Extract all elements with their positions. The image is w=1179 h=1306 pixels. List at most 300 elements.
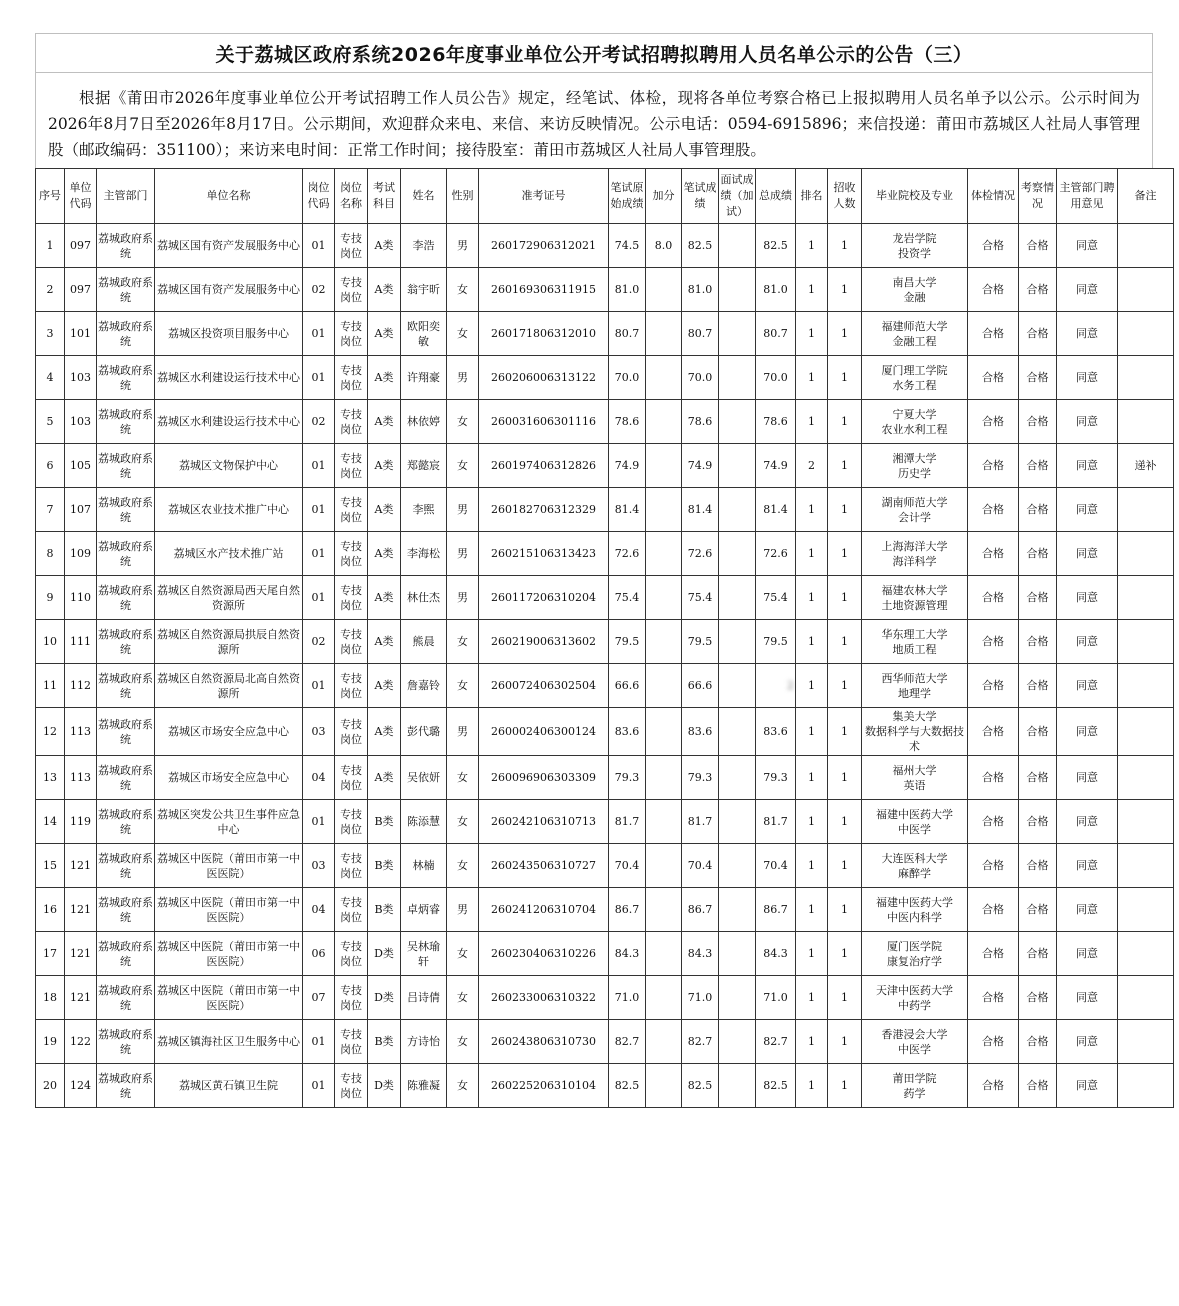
cell-remark: [1118, 268, 1174, 312]
cell-ticket: 260002406300124: [479, 708, 609, 756]
cell-post: 专技岗位: [335, 532, 368, 576]
cell-total: 72.6: [756, 532, 796, 576]
cell-raw: 81.4: [609, 488, 646, 532]
cell-dept: 荔城政府系统: [97, 400, 155, 444]
cell-bonus: [646, 312, 682, 356]
cell-unit-code: 103: [65, 400, 97, 444]
cell-interview: [719, 224, 756, 268]
table-row: [36, 444, 1174, 488]
cell-no: 13: [36, 756, 65, 800]
cell-ticket: 260225206310104: [479, 1064, 609, 1108]
cell-quota: 1: [828, 620, 862, 664]
cell-unit-code: 101: [65, 312, 97, 356]
cell-bonus: [646, 576, 682, 620]
cell-raw: 78.6: [609, 400, 646, 444]
cell-written: 71.0: [682, 976, 719, 1020]
cell-opinion: 同意: [1057, 576, 1118, 620]
cell-total: 81.7: [756, 800, 796, 844]
cell-health: 合格: [968, 488, 1019, 532]
cell-written: 66.6: [682, 664, 719, 708]
cell-post: 专技岗位: [335, 664, 368, 708]
cell-subject: A类: [368, 708, 401, 756]
cell-health: 合格: [968, 268, 1019, 312]
cell-quota: 1: [828, 708, 862, 756]
cell-interview: [719, 576, 756, 620]
cell-school-major: [862, 268, 968, 312]
cell-unit-code: 121: [65, 844, 97, 888]
cell-total: 82.7: [756, 1020, 796, 1064]
cell-post-code: 07: [303, 976, 335, 1020]
cell-school-major: [862, 664, 968, 708]
cell-review: 合格: [1019, 268, 1057, 312]
cell-post-code: 01: [303, 312, 335, 356]
cell-total: 86.7: [756, 888, 796, 932]
cell-gender: 女: [447, 844, 479, 888]
cell-no: 10: [36, 620, 65, 664]
cell-opinion: 同意: [1057, 1064, 1118, 1108]
cell-quota: 1: [828, 532, 862, 576]
cell-remark: [1118, 1064, 1174, 1108]
cell-interview: [719, 844, 756, 888]
cell-school: 西华师范大学: [881, 671, 948, 685]
cell-quota: 1: [828, 1020, 862, 1064]
cell-dept: 荔城政府系统: [97, 664, 155, 708]
column-header: 笔试成绩: [682, 169, 719, 224]
cell-opinion: 同意: [1057, 708, 1118, 756]
cell-bonus: [646, 1064, 682, 1108]
cell-written: 82.7: [682, 1020, 719, 1064]
cell-name: 郑懿宸: [401, 444, 447, 488]
candidate-table: [35, 168, 1174, 1108]
cell-interview: [719, 1064, 756, 1108]
cell-health: 合格: [968, 888, 1019, 932]
table-row: [36, 268, 1174, 312]
cell-opinion: 同意: [1057, 664, 1118, 708]
cell-raw: 74.9: [609, 444, 646, 488]
cell-health: 合格: [968, 800, 1019, 844]
cell-opinion: 同意: [1057, 756, 1118, 800]
cell-quota: 1: [828, 888, 862, 932]
column-header: 体检情况: [968, 169, 1019, 224]
cell-remark: [1118, 400, 1174, 444]
cell-post: 专技岗位: [335, 976, 368, 1020]
cell-total: 79.3: [756, 756, 796, 800]
cell-gender: 女: [447, 444, 479, 488]
cell-health: 合格: [968, 444, 1019, 488]
cell-written: 81.0: [682, 268, 719, 312]
cell-rank: 1: [796, 976, 828, 1020]
cell-written: 81.4: [682, 488, 719, 532]
cell-quota: 1: [828, 356, 862, 400]
cell-name: 吴依妍: [401, 756, 447, 800]
cell-school: 福建农林大学: [881, 583, 948, 597]
cell-major: 数据科学与大数据技术: [865, 725, 964, 753]
cell-unit: 荔城区自然资源局西天尾自然资源所: [155, 576, 303, 620]
cell-health: 合格: [968, 664, 1019, 708]
cell-gender: 男: [447, 532, 479, 576]
cell-interview: [719, 620, 756, 664]
cell-interview: [719, 444, 756, 488]
cell-dept: 荔城政府系统: [97, 932, 155, 976]
column-header: 岗位代码: [303, 169, 335, 224]
cell-bonus: [646, 1020, 682, 1064]
cell-rank: 1: [796, 664, 828, 708]
cell-post: 专技岗位: [335, 268, 368, 312]
cell-ticket: 260182706312329: [479, 488, 609, 532]
cell-review: 合格: [1019, 488, 1057, 532]
table-row: [36, 664, 1174, 708]
cell-unit-code: 109: [65, 532, 97, 576]
table-row: [36, 844, 1174, 888]
cell-opinion: 同意: [1057, 532, 1118, 576]
cell-written: 70.0: [682, 356, 719, 400]
cell-interview: [719, 532, 756, 576]
cell-remark: [1118, 932, 1174, 976]
cell-opinion: 同意: [1057, 976, 1118, 1020]
cell-major: 金融: [903, 290, 926, 304]
cell-school-major: [862, 708, 968, 756]
cell-post-code: 01: [303, 444, 335, 488]
column-header: 岗位名称: [335, 169, 368, 224]
table-row: [36, 400, 1174, 444]
cell-major: 水务工程: [892, 378, 937, 392]
cell-bonus: [646, 844, 682, 888]
table-row: [36, 356, 1174, 400]
cell-name: 李浩: [401, 224, 447, 268]
cell-interview: [719, 312, 756, 356]
cell-bonus: [646, 488, 682, 532]
cell-major: 康复治疗学: [887, 954, 942, 968]
cell-subject: D类: [368, 976, 401, 1020]
cell-raw: 75.4: [609, 576, 646, 620]
cell-subject: B类: [368, 800, 401, 844]
cell-quota: 1: [828, 976, 862, 1020]
cell-interview: [719, 932, 756, 976]
cell-post: 专技岗位: [335, 224, 368, 268]
cell-raw: 70.0: [609, 356, 646, 400]
cell-post-code: 04: [303, 888, 335, 932]
cell-opinion: 同意: [1057, 356, 1118, 400]
cell-opinion: 同意: [1057, 844, 1118, 888]
cell-bonus: [646, 532, 682, 576]
cell-interview: [719, 976, 756, 1020]
column-header: 毕业院校及专业: [862, 169, 968, 224]
cell-ticket: 260243506310727: [479, 844, 609, 888]
cell-unit-code: 113: [65, 756, 97, 800]
cell-post: 专技岗位: [335, 708, 368, 756]
cell-ticket: 260242106310713: [479, 800, 609, 844]
cell-dept: 荔城政府系统: [97, 800, 155, 844]
cell-bonus: [646, 800, 682, 844]
cell-unit-code: 124: [65, 1064, 97, 1108]
cell-subject: A类: [368, 224, 401, 268]
cell-total: 82.5: [756, 1064, 796, 1108]
cell-unit: 荔城区中医院（莆田市第一中医医院）: [155, 932, 303, 976]
cell-school-major: [862, 800, 968, 844]
column-header: 序号: [36, 169, 65, 224]
cell-post-code: 02: [303, 400, 335, 444]
cell-major: 海洋科学: [892, 554, 937, 568]
cell-no: 17: [36, 932, 65, 976]
cell-raw: 74.5: [609, 224, 646, 268]
cell-review: 合格: [1019, 708, 1057, 756]
cell-ticket: 260171806312010: [479, 312, 609, 356]
cell-school-major: [862, 444, 968, 488]
cell-subject: A类: [368, 268, 401, 312]
table-row: [36, 488, 1174, 532]
cell-total: 81.0: [756, 268, 796, 312]
cell-total: 83.6: [756, 708, 796, 756]
cell-rank: 1: [796, 756, 828, 800]
cell-name: 陈添慧: [401, 800, 447, 844]
cell-written: 80.7: [682, 312, 719, 356]
cell-total: 84.3: [756, 932, 796, 976]
table-row: [36, 1064, 1174, 1108]
cell-written: 84.3: [682, 932, 719, 976]
cell-no: 1: [36, 224, 65, 268]
cell-rank: 1: [796, 400, 828, 444]
cell-ticket: 260172906312021: [479, 224, 609, 268]
notice-paragraph: 根据《莆田市2026年度事业单位公开考试招聘工作人员公告》规定，经笔试、体检，现将各单位考察合格已上报拟聘用人员名单予以公示。公示时间为2026年8月7日至2026年8月17日。公示期间，欢迎群众来电、来信、来访反映情况。公示电话：0594-6915896；来信投递：莆田市荔城区人社局人事管理股（邮政编码：351100）；来访来电时间：正常工作时间；接待股室：莆田市荔城区人社局人事管理股。: [35, 72, 1153, 168]
column-header: 主管部门聘用意见: [1057, 169, 1118, 224]
cell-no: 14: [36, 800, 65, 844]
cell-unit: 荔城区突发公共卫生事件应急中心: [155, 800, 303, 844]
cell-raw: 82.7: [609, 1020, 646, 1064]
cell-post-code: 04: [303, 756, 335, 800]
cell-raw: 82.5: [609, 1064, 646, 1108]
cell-ticket: 260169306311915: [479, 268, 609, 312]
cell-name: 许翔豪: [401, 356, 447, 400]
cell-total: 78.6: [756, 400, 796, 444]
cell-name: 林仕杰: [401, 576, 447, 620]
table-body: [36, 224, 1174, 1108]
cell-quota: 1: [828, 1064, 862, 1108]
cell-rank: 1: [796, 532, 828, 576]
cell-raw: 80.7: [609, 312, 646, 356]
cell-ticket: 260230406310226: [479, 932, 609, 976]
cell-review: 合格: [1019, 844, 1057, 888]
cell-no: 16: [36, 888, 65, 932]
cell-opinion: 同意: [1057, 488, 1118, 532]
cell-post-code: 02: [303, 620, 335, 664]
column-header: 主管部门: [97, 169, 155, 224]
cell-school: 福州大学: [892, 763, 937, 777]
cell-major: 中医学: [898, 1042, 931, 1056]
cell-review: 合格: [1019, 888, 1057, 932]
cell-major: 中医学: [898, 822, 931, 836]
cell-school: 集美大学: [892, 710, 937, 723]
cell-review: 合格: [1019, 1020, 1057, 1064]
cell-total: 80.7: [756, 312, 796, 356]
cell-dept: 荔城政府系统: [97, 756, 155, 800]
column-header: 备注: [1118, 169, 1174, 224]
cell-school-major: [862, 576, 968, 620]
cell-total: 74.9: [756, 444, 796, 488]
cell-school: 宁夏大学: [892, 407, 937, 421]
cell-school: 大连医科大学: [881, 851, 948, 865]
cell-opinion: 同意: [1057, 620, 1118, 664]
cell-quota: 1: [828, 444, 862, 488]
cell-health: 合格: [968, 1020, 1019, 1064]
cell-gender: 男: [447, 888, 479, 932]
cell-remark: [1118, 800, 1174, 844]
cell-name: 林依婷: [401, 400, 447, 444]
cell-unit-code: 111: [65, 620, 97, 664]
cell-post: 专技岗位: [335, 888, 368, 932]
cell-review: 合格: [1019, 224, 1057, 268]
cell-post-code: 01: [303, 488, 335, 532]
cell-remark: [1118, 756, 1174, 800]
cell-subject: D类: [368, 932, 401, 976]
cell-school-major: [862, 932, 968, 976]
cell-gender: 女: [447, 1020, 479, 1064]
cell-no: 5: [36, 400, 65, 444]
cell-subject: A类: [368, 444, 401, 488]
cell-dept: 荔城政府系统: [97, 620, 155, 664]
column-header: 面试成绩（加试）: [719, 169, 756, 224]
cell-review: 合格: [1019, 312, 1057, 356]
cell-opinion: 同意: [1057, 1020, 1118, 1064]
cell-remark: [1118, 532, 1174, 576]
cell-unit: 荔城区市场安全应急中心: [155, 756, 303, 800]
cell-unit: 荔城区国有资产发展服务中心: [155, 224, 303, 268]
cell-written: 82.5: [682, 224, 719, 268]
cell-review: 合格: [1019, 1064, 1057, 1108]
cell-subject: B类: [368, 1020, 401, 1064]
cell-gender: 女: [447, 400, 479, 444]
cell-school-major: [862, 844, 968, 888]
column-header: 单位名称: [155, 169, 303, 224]
cell-post: 专技岗位: [335, 800, 368, 844]
cell-interview: [719, 400, 756, 444]
cell-unit: 荔城区投资项目服务中心: [155, 312, 303, 356]
cell-unit-code: 107: [65, 488, 97, 532]
cell-subject: A类: [368, 532, 401, 576]
cell-remark: [1118, 708, 1174, 756]
cell-opinion: 同意: [1057, 268, 1118, 312]
cell-school: 湖南师范大学: [881, 495, 948, 509]
cell-interview: [719, 756, 756, 800]
cell-total: 81.4: [756, 488, 796, 532]
cell-name: 李煕: [401, 488, 447, 532]
table-row: [36, 620, 1174, 664]
cell-subject: A类: [368, 620, 401, 664]
cell-gender: 女: [447, 664, 479, 708]
cell-post-code: 03: [303, 844, 335, 888]
cell-remark: [1118, 488, 1174, 532]
cell-interview: [719, 708, 756, 756]
cell-dept: 荔城政府系统: [97, 312, 155, 356]
cell-health: 合格: [968, 844, 1019, 888]
cell-unit: 荔城区中医院（莆田市第一中医医院）: [155, 844, 303, 888]
cell-interview: [719, 488, 756, 532]
cell-ticket: 260117206310204: [479, 576, 609, 620]
cell-post-code: 03: [303, 708, 335, 756]
cell-dept: 荔城政府系统: [97, 356, 155, 400]
cell-bonus: [646, 708, 682, 756]
cell-name: 欧阳奕敏: [401, 312, 447, 356]
cell-quota: 1: [828, 800, 862, 844]
cell-health: 合格: [968, 356, 1019, 400]
cell-major: 药学: [903, 1086, 926, 1100]
cell-written: 78.6: [682, 400, 719, 444]
cell-unit: 荔城区市场安全应急中心: [155, 708, 303, 756]
cell-no: 4: [36, 356, 65, 400]
cell-school-major: [862, 976, 968, 1020]
cell-ticket: 260072406302504: [479, 664, 609, 708]
cell-interview: [719, 268, 756, 312]
cell-review: 合格: [1019, 532, 1057, 576]
cell-school: 龙岩学院: [892, 231, 937, 245]
cell-school: 福建师范大学: [881, 319, 948, 333]
cell-unit: 荔城区国有资产发展服务中心: [155, 268, 303, 312]
cell-unit-code: 121: [65, 932, 97, 976]
cell-health: 合格: [968, 224, 1019, 268]
cell-dept: 荔城政府系统: [97, 488, 155, 532]
table-row: [36, 312, 1174, 356]
cell-dept: 荔城政府系统: [97, 708, 155, 756]
cell-review: 合格: [1019, 756, 1057, 800]
cell-raw: 84.3: [609, 932, 646, 976]
cell-raw: 79.3: [609, 756, 646, 800]
cell-remark: [1118, 224, 1174, 268]
table-row: [36, 576, 1174, 620]
cell-unit: 荔城区水产技术推广站: [155, 532, 303, 576]
column-header: 加分: [646, 169, 682, 224]
cell-name: 詹嘉铃: [401, 664, 447, 708]
cell-rank: 1: [796, 844, 828, 888]
cell-major: 农业水利工程: [881, 422, 948, 436]
cell-dept: 荔城政府系统: [97, 976, 155, 1020]
cell-post-code: 01: [303, 224, 335, 268]
cell-major: 英语: [903, 778, 926, 792]
cell-review: 合格: [1019, 932, 1057, 976]
cell-major: 麻醉学: [898, 866, 931, 880]
cell-name: 吕诗倩: [401, 976, 447, 1020]
cell-unit-code: 121: [65, 976, 97, 1020]
cell-major: 土地资源管理: [881, 598, 948, 612]
cell-post-code: 06: [303, 932, 335, 976]
cell-bonus: [646, 356, 682, 400]
cell-quota: 1: [828, 844, 862, 888]
cell-health: 合格: [968, 620, 1019, 664]
cell-dept: 荔城政府系统: [97, 1064, 155, 1108]
cell-post: 专技岗位: [335, 400, 368, 444]
cell-name: 卓炳睿: [401, 888, 447, 932]
cell-rank: 1: [796, 576, 828, 620]
cell-no: 9: [36, 576, 65, 620]
cell-interview: [719, 800, 756, 844]
cell-raw: 72.6: [609, 532, 646, 576]
cell-major: 中医内科学: [887, 910, 942, 924]
cell-subject: A类: [368, 488, 401, 532]
cell-unit-code: 105: [65, 444, 97, 488]
cell-review: 合格: [1019, 400, 1057, 444]
cell-health: 合格: [968, 708, 1019, 756]
cell-quota: 1: [828, 664, 862, 708]
cell-review: 合格: [1019, 620, 1057, 664]
cell-bonus: [646, 268, 682, 312]
cell-total: 75.4: [756, 576, 796, 620]
cell-remark: 递补: [1118, 444, 1174, 488]
cell-opinion: 同意: [1057, 312, 1118, 356]
cell-remark: [1118, 664, 1174, 708]
cell-written: 79.3: [682, 756, 719, 800]
cell-health: 合格: [968, 312, 1019, 356]
cell-subject: A类: [368, 356, 401, 400]
cell-raw: 81.0: [609, 268, 646, 312]
cell-dept: 荔城政府系统: [97, 576, 155, 620]
